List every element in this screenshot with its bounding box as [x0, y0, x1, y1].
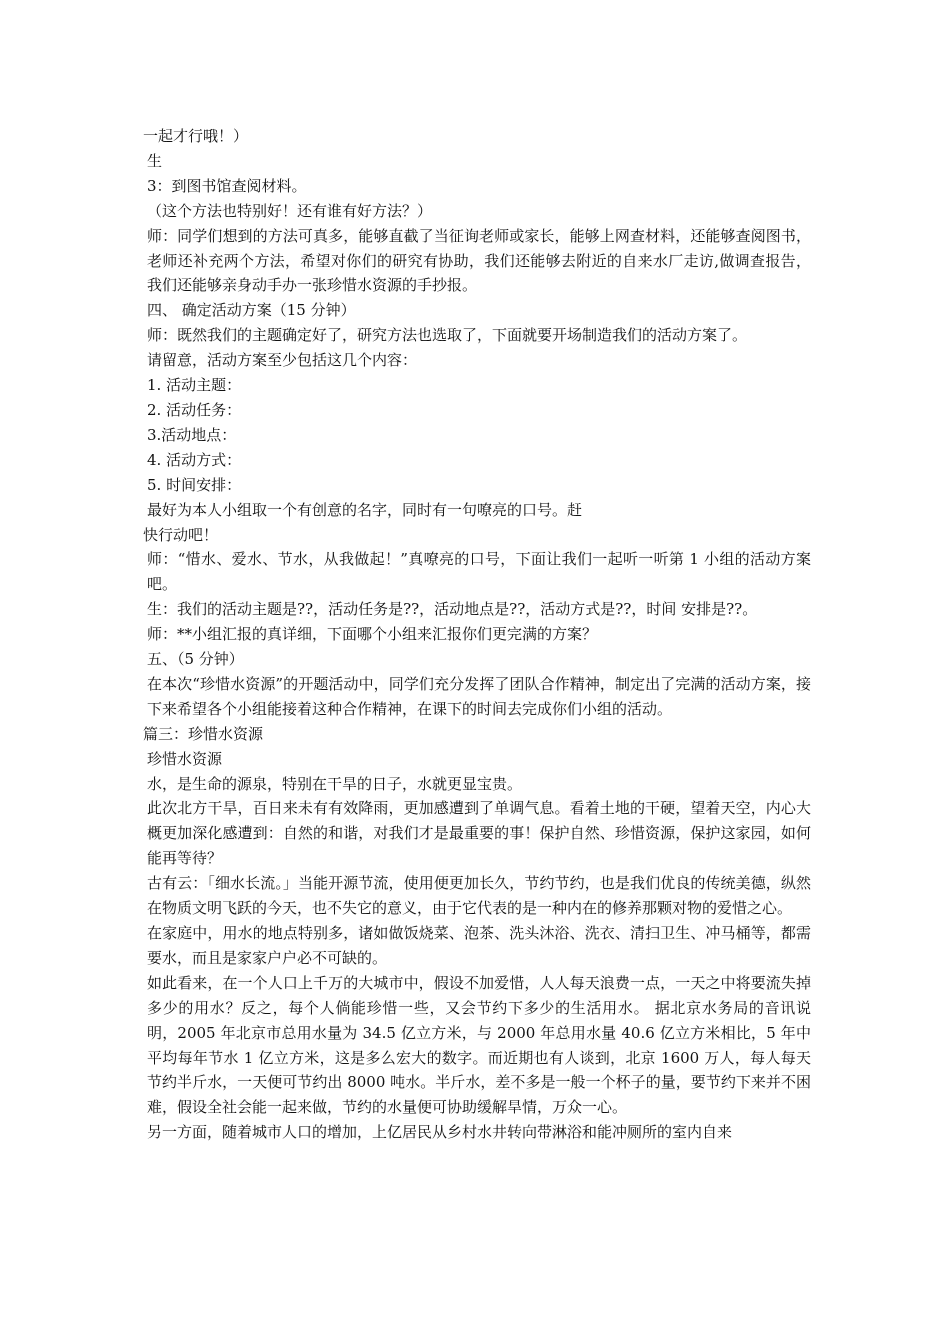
list-item-method: 4. 活动方式： — [147, 450, 242, 469]
list-item-task: 2. 活动任务： — [147, 400, 242, 419]
paragraph-27: 如此看来，在一个人口上千万的大城市中，假设不加爱惜，人人每天浪费一点，一天之中将要流失掉多少的用水？反之，每个人倘能珍惜一些，又会节约下多少的生活用水。 据北京水务局的音讯说明，2005 年北京市总用水量为 34.5 亿立方米，与 2000 年总用水量 40.6 亿立方米相比，5 年中平均每年节水 1 亿立方米，这是多么宏大的数字。而近期也有人谈到，北京 1600 万人，每人每天节约半斤水，一天便可节约出 8000 吨水。半斤水，差不多是一般一个杯子的量，要节约下来并不困难，假设全社会能一起来做，节约的水量便可协助缓解旱情，万众一心。 — [147, 973, 811, 1117]
paragraph-15: 快行动吧！ — [143, 525, 219, 544]
list-item-schedule: 5. 时间安排： — [147, 475, 242, 494]
paragraph-18: 师：**小组汇报的真详细，下面哪个小组来汇报你们更完满的方案？ — [147, 625, 598, 644]
paragraph-28: 另一方面，随着城市人口的增加，上亿居民从乡村水井转向带淋浴和能冲厕所的室内自来 — [147, 1123, 733, 1142]
paragraph-14: 最好为本人小组取一个有创意的名字，同时有一句嘹亮的口号。赶 — [147, 500, 583, 519]
paragraph-16: 师：“惜水、爱水、节水，从我做起！”真嘹亮的口号，下面让我们一起听一听第 1 小组的活动方案吧。 — [147, 550, 811, 594]
paragraph-7: 师：既然我们的主题确定好了，研究方法也选取了，下面就要开场制造我们的活动方案了。 — [147, 326, 748, 345]
paragraph-25: 古有云：「细水长流。」当能开源节流，使用便更加长久，节约节约，也是我们优良的传统美德，纵然在物质文明飞跃的今天，也不失它的意义，由于它代表的是一种内在的修养那颗对物的爱惜之心。 — [147, 874, 811, 918]
paragraph-17: 生：我们的活动主题是??，活动任务是??，活动地点是??，活动方式是??，时间 安排是??。 — [147, 600, 758, 619]
chapter-heading-3: 篇三：珍惜水资源 — [143, 724, 264, 743]
paragraph-26: 在家庭中，用水的地点特别多，诸如做饭烧菜、泡茶、洗头沐浴、洗衣、清扫卫生、冲马桶等，都需要水，而且是家家户户必不可缺的。 — [147, 924, 811, 967]
paragraph-23: 水，是生命的源泉，特别在干旱的日子，水就更显宝贵。 — [147, 774, 523, 793]
paragraph-1: 一起才行哦！） — [143, 127, 249, 145]
list-item-location: 3.活动地点： — [147, 425, 237, 444]
paragraph-3: 3：到图书馆查阅材料。 — [147, 176, 307, 195]
paragraph-5: 师：同学们想到的方法可真多，能够直截了当征询老师或家长，能够上网查材料，还能够查阅图书，老师还补充两个方法，希望对你们的研究有协助，我们还能够去附近的自来水厂走访,做调查报告，我们还能够亲身动手办一张珍惜水资源的手抄报。 — [147, 226, 811, 295]
list-item-theme: 1. 活动主题： — [147, 376, 242, 395]
section-heading-5: 五、（5 分钟） — [147, 650, 244, 669]
paragraph-8: 请留意，活动方案至少包括这几个内容： — [147, 351, 418, 370]
paragraph-4: （这个方法也特别好！还有谁有好方法？） — [147, 201, 433, 220]
paragraph-2: 生 — [147, 151, 163, 170]
section-heading-4: 四、 确定活动方案（15 分钟） — [147, 301, 356, 320]
article-title: 珍惜水资源 — [147, 749, 223, 768]
paragraph-24: 此次北方干旱，百日来未有有效降雨，更加感遭到了单调气息。看着土地的干硬，望着天空，内心大概更加深化感遭到：自然的和谐，对我们才是最重要的事！保护自然、珍惜资源，保护这家园，如何能再等待？ — [147, 799, 811, 868]
paragraph-20: 在本次“珍惜水资源”的开题活动中，同学们充分发挥了团队合作精神，制定出了完满的活动方案，接下来希望各个小组能接着这种合作精神，在课下的时间去完成你们小组的活动。 — [147, 674, 811, 718]
document-page — [143, 124, 811, 1145]
